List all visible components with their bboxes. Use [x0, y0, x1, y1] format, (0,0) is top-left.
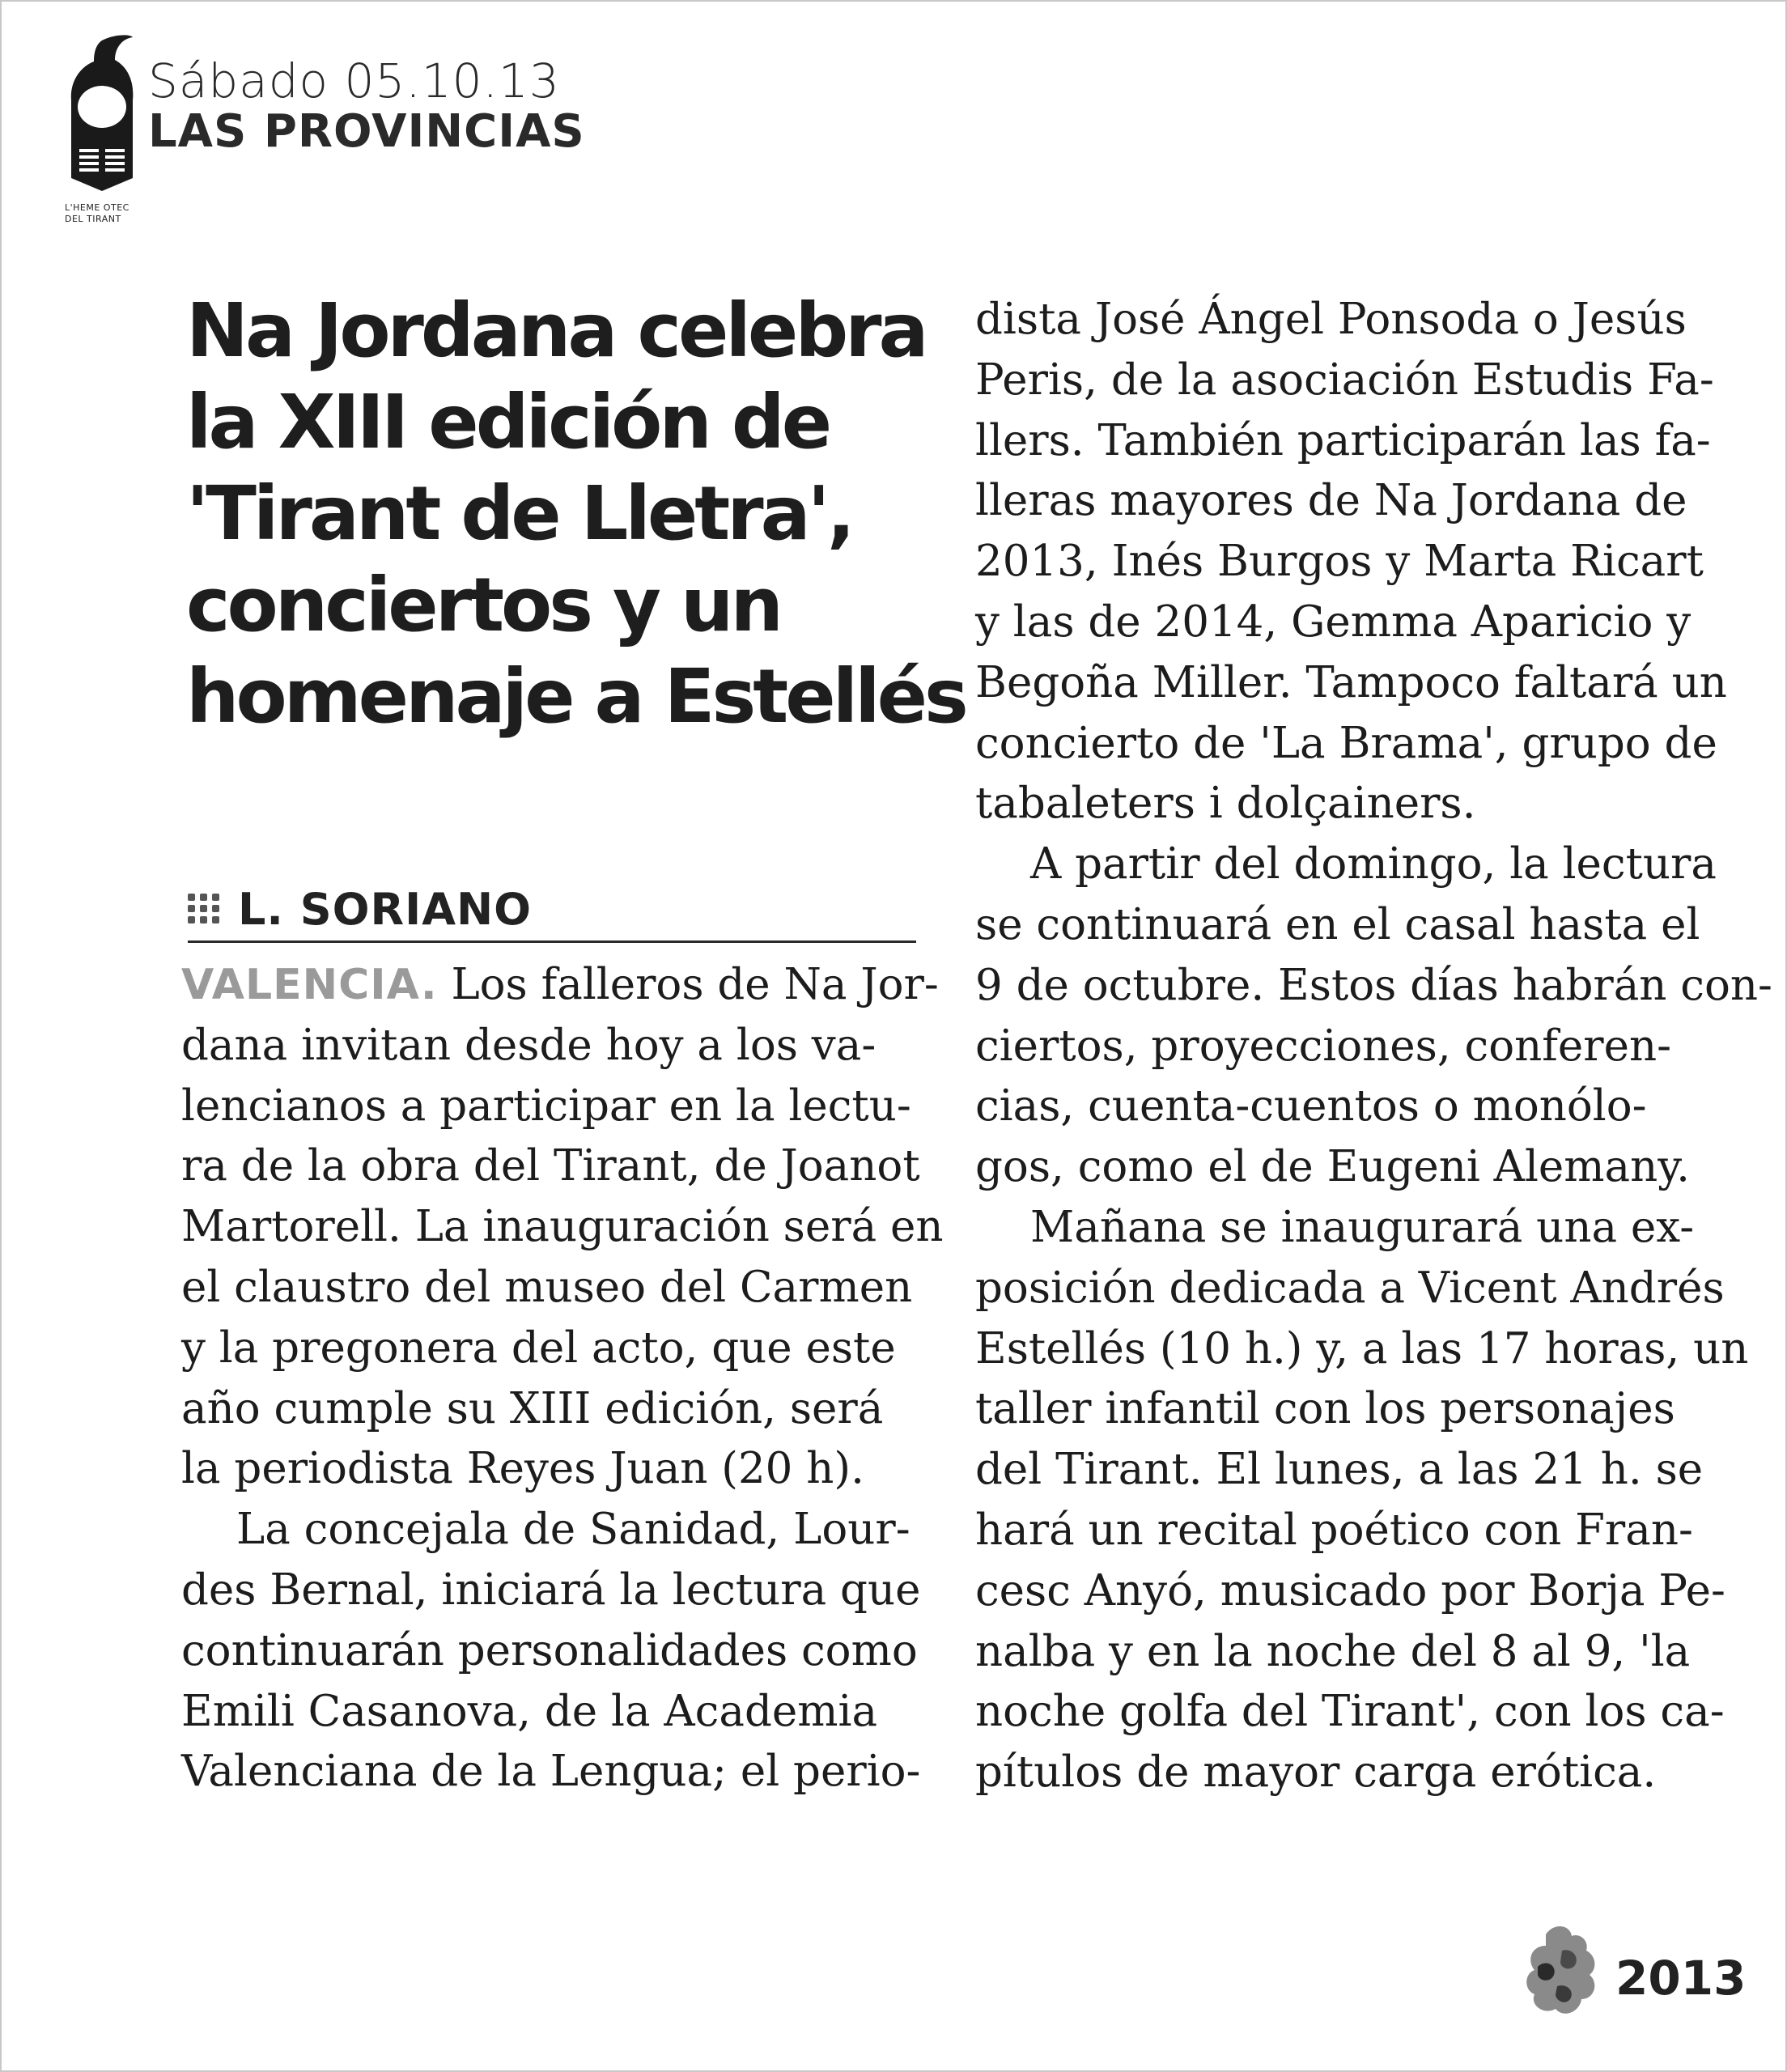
headline-line: homenaje a Estellés — [186, 653, 966, 740]
text-line: Estellés (10 h.) y, a las 17 horas, un — [975, 1323, 1749, 1374]
text-line: continuarán personalidades como — [181, 1625, 918, 1675]
text-line: lleras mayores de Na Jordana de — [975, 476, 1687, 526]
text-line: posición dedicada a Vicent Andrés — [975, 1263, 1725, 1313]
emblem-year: 2013 — [1615, 1951, 1747, 2006]
headline-line: Na Jordana celebra — [186, 287, 926, 374]
text-line: la periodista Reyes Juan (20 h). — [181, 1444, 864, 1494]
text-line: año cumple su XIII edición, será — [181, 1383, 884, 1433]
text-line: Emili Casanova, de la Academia — [181, 1686, 878, 1736]
text-line: Mañana se inaugurará una ex- — [1030, 1202, 1695, 1252]
text-line: noche golfa del Tirant', con los ca- — [975, 1687, 1725, 1737]
text-line: y la pregonera del acto, que este — [181, 1323, 896, 1373]
text-line: 2013, Inés Burgos y Marta Ricart — [975, 537, 1704, 587]
text-line: cias, cuenta-cuentos o monólo- — [975, 1081, 1647, 1132]
text-line: hará un recital poético con Fran- — [975, 1505, 1693, 1555]
text-line: Martorell. La inauguración será en — [181, 1202, 944, 1252]
headline-line: 'Tirant de Lletra', — [186, 470, 852, 557]
article-column-1 — [181, 955, 944, 1802]
text-line: nalba y en la noche del 8 al 9, 'la — [975, 1626, 1691, 1676]
headline-line: la XIII edición de — [186, 379, 830, 465]
text-line: La concejala de Sanidad, Lour- — [236, 1505, 910, 1555]
text-line: ra de la obra del Tirant, de Joanot — [181, 1141, 920, 1191]
text-line: se continuará en el casal hasta el — [975, 899, 1700, 949]
text-line: des Bernal, iniciará la lectura que — [181, 1565, 921, 1615]
issue-date: Sábado 05.10.13 — [148, 53, 560, 108]
logo-caption — [65, 202, 154, 225]
headline-line: conciertos y un — [186, 562, 781, 648]
text-line: y las de 2014, Gemma Aparicio y — [975, 597, 1691, 647]
text-line: Begoña Miller. Tampoco faltará un — [975, 657, 1727, 707]
text-line: dista José Ángel Ponsoda o Jesús — [975, 295, 1687, 344]
text-line: dana invitan desde hoy a los va- — [181, 1020, 877, 1070]
text-line: del Tirant. El lunes, a las 21 h. se — [975, 1445, 1704, 1495]
text-line — [181, 955, 939, 1016]
byline — [188, 882, 916, 943]
text-line: concierto de 'La Brama', grupo de — [975, 718, 1717, 768]
text-line: A partir del domingo, la lectura — [1030, 839, 1717, 890]
text-line: gos, como el de Eugeni Alemany. — [975, 1142, 1691, 1192]
text-line: pítulos de mayor carga erótica. — [975, 1747, 1657, 1798]
text-line: cesc Anyó, musicado por Borja Pe- — [975, 1565, 1725, 1616]
text-line: lencianos a participar en la lectu- — [181, 1081, 911, 1131]
text-line: Valenciana de la Lengua; el perio- — [181, 1747, 921, 1797]
text-line: taller infantil con los personajes — [975, 1384, 1675, 1434]
hemeroteca-logo — [70, 32, 134, 194]
text-line: Peris, de la asociación Estudis Fa- — [975, 355, 1714, 405]
text-line: ciertos, proyecciones, conferen- — [975, 1021, 1671, 1071]
logo-caption-line: DEL TIRANT — [65, 214, 121, 224]
text-line: el claustro del museo del Carmen — [181, 1262, 913, 1312]
byline-dots-icon — [188, 894, 222, 924]
text-line: tabaleters i dolçainers. — [975, 779, 1476, 829]
text-line-rest: Los falleros de Na Jor- — [437, 960, 939, 1009]
author-name: L. SORIANO — [238, 884, 533, 935]
newspaper-name: LAS PROVINCIAS — [148, 105, 585, 158]
text-line: 9 de octubre. Estos días habrán con- — [975, 960, 1772, 1010]
text-line: llers. También participarán las fa- — [975, 415, 1711, 465]
tirant-2013-emblem-icon — [1522, 1918, 1611, 2023]
dateline: VALENCIA. — [181, 961, 438, 1009]
logo-caption-line: L'HEME OTEC — [65, 202, 129, 213]
article-column-2 — [975, 290, 1772, 1803]
article-headline — [186, 285, 966, 742]
